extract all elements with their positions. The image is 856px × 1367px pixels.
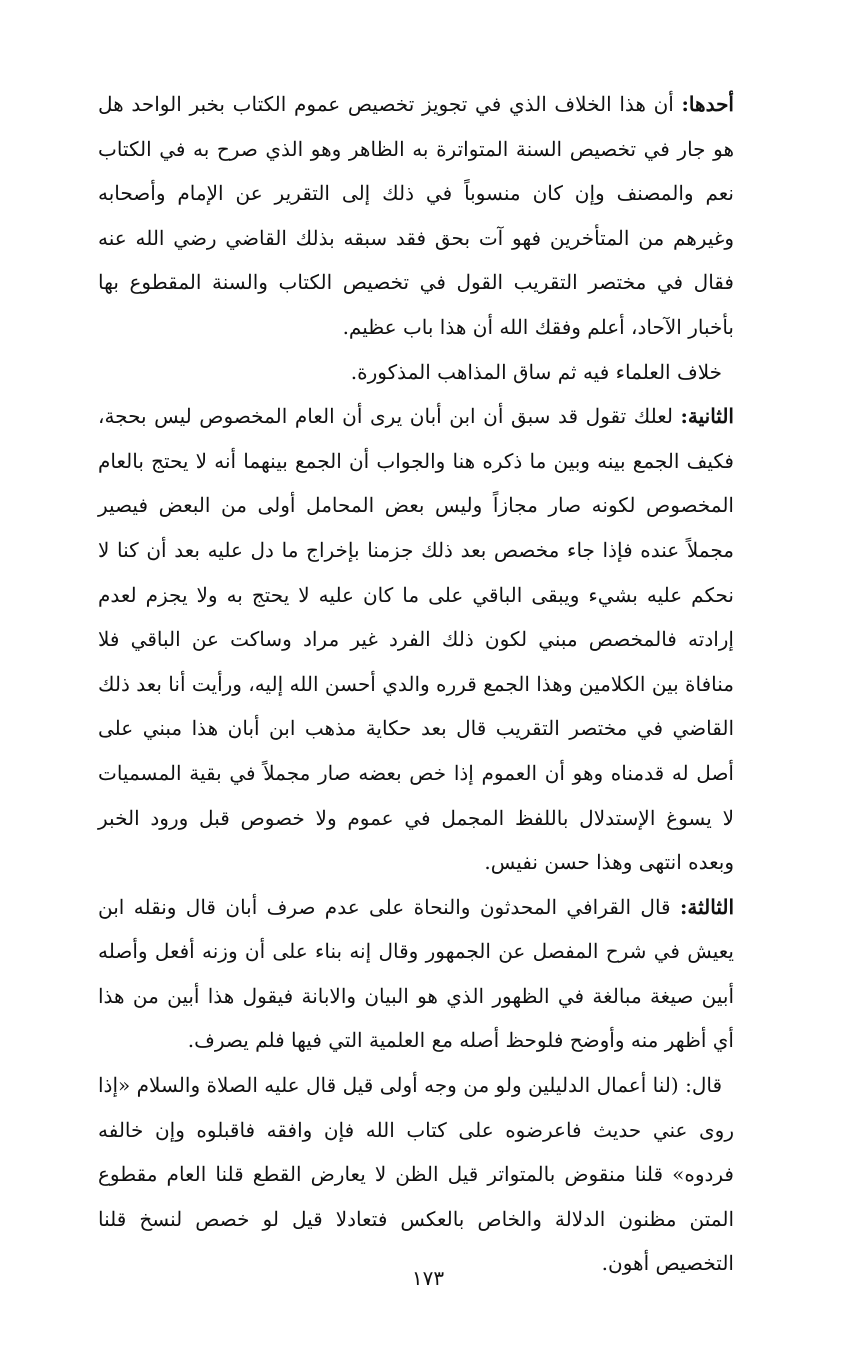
paragraph-text: لعلك تقول قد سبق أن ابن أبان يرى أن العام المخصوص ليس بحجة، فكيف الجمع بينه وبين ما ذكره هنا والجواب أن الجمع بينهما أنه لا يحتج بالعام المخصوص لكونه صار مجازاً وليس بعض المحامل أولى من البعض فيصير مجملاً عنده فإذا جاء مخصص بعد ذلك جزمنا بإخراج ما دل عليه بعد أن كنا لا نحكم عليه بشيء ويبقى الباقي على ما كان عليه لا يحتج به ولا يجزم لعدم إرادته فالمخصص مبني لكون ذلك الفرد غير مراد وساكت عن الباقي فلا منافاة بين الكلامين وهذا الجمع قرره والدي أحسن الله إليه، ورأيت أنا بعد ذلك القاضي في مختصر التقريب قال بعد حكاية مذهب ابن أبان هذا مبني على أصل له قدمناه وهو أن العموم إذا خص بعضه صار مجملاً في بقية المسميات لا يسوغ الإستدلال باللفظ المجمل في عموم ولا خصوص قبل ورود الخبر وبعده انتهى وهذا حسن نفيس. [98, 404, 734, 875]
paragraph-heading: الثانية: [680, 404, 734, 429]
page-number: ١٧٣ [411, 1266, 445, 1290]
paragraph-text: قال: (لنا أعمال الدليلين ولو من وجه أولى قيل قال عليه الصلاة والسلام «إذا روى عني حديث فاعرضوه على كتاب الله فإن وافقه فاقبلوه وإن خالفه فردوه» قلنا منقوض بالمتواتر قيل الظن لا يعارض القطع قلنا العام مقطوع المتن مظنون الدلالة والخاص بالعكس فتعادلا قيل لو خصص لنسخ قلنا التخصيص أهون. [98, 1073, 734, 1276]
paragraph-heading: الثالثة: [679, 894, 734, 919]
paragraph-second [98, 394, 734, 885]
paragraph-quote [98, 1063, 734, 1286]
paragraph-first [98, 82, 734, 350]
paragraph-text: أن هذا الخلاف الذي في تجويز تخصيص عموم الكتاب بخبر الواحد هل هو جار في تخصيص السنة المتواترة به الظاهر وهو الذي صرح به في الكتاب نعم والمصنف وإن كان منسوباً في ذلك إلى التقرير عن الإمام وأصحابه وغيرهم من المتأخرين فهو آت بحق فقد سبقه بذلك القاضي رضي الله عنه فقال في مختصر التقريب القول في تخصيص الكتاب والسنة المقطوع بها بأخبار الآحاد، أعلم وفقك الله أن هذا باب عظيم. [98, 92, 734, 339]
paragraph-heading: أحدها: [681, 92, 734, 116]
paragraph-text: قال القرافي المحدثون والنحاة على عدم صرف أبان قال ونقله ابن يعيش في شرح المفصل عن الجمهور وقال إنه بناء على أن وزنه أفعل وأصله أبين صيغة مبالغة في الظهور الذي هو البيان والابانة فيقول هذا أبين من هذا أي أظهر منه وأوضح فلوحظ أصله مع العلمية التي فيها فلم يصرف. [98, 894, 734, 1053]
body-text [98, 82, 734, 1286]
paragraph-third [98, 885, 734, 1063]
paragraph-continuation [98, 350, 734, 395]
paragraph-text: خلاف العلماء فيه ثم ساق المذاهب المذكورة. [350, 359, 722, 384]
